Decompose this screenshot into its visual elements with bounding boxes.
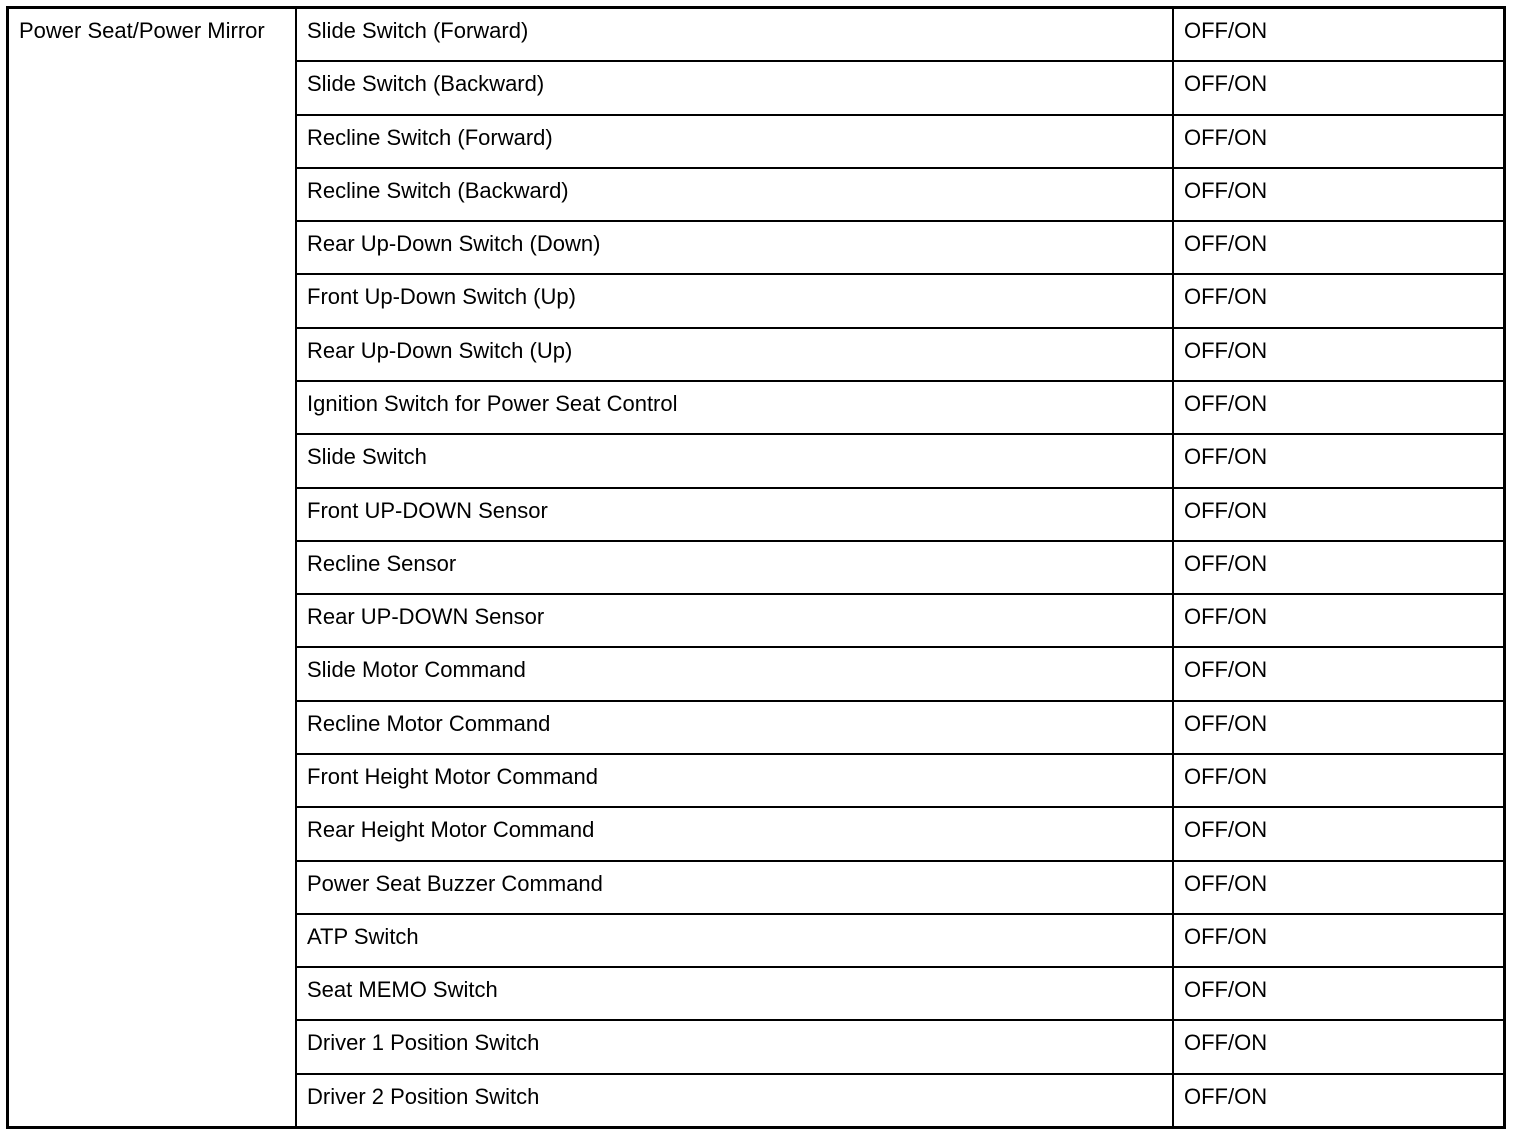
item-cell: Ignition Switch for Power Seat Control (297, 382, 1174, 433)
table-row (297, 489, 1503, 542)
table-row (297, 755, 1503, 808)
table-row (297, 116, 1503, 169)
data-table (6, 6, 1506, 1129)
item-cell: Rear Up-Down Switch (Up) (297, 329, 1174, 380)
table-row (297, 915, 1503, 968)
item-cell: Front UP-DOWN Sensor (297, 489, 1174, 540)
item-cell: Rear UP-DOWN Sensor (297, 595, 1174, 646)
value-cell: OFF/ON (1184, 337, 1268, 363)
item-cell: Rear Height Motor Command (297, 808, 1174, 859)
table-row (297, 808, 1503, 861)
value-cell: OFF/ON (1184, 1083, 1268, 1109)
value-cell: OFF/ON (1184, 817, 1268, 843)
table-row (297, 542, 1503, 595)
value-cell: OFF/ON (1184, 923, 1268, 949)
table-row (297, 275, 1503, 328)
value-cell: OFF/ON (1184, 550, 1268, 576)
item-cell: Recline Switch (Forward) (297, 116, 1174, 167)
value-cell: OFF/ON (1184, 444, 1268, 470)
item-cell: Driver 2 Position Switch (297, 1075, 1174, 1126)
value-cell: OFF/ON (1184, 710, 1268, 736)
item-cell: ATP Switch (297, 915, 1174, 966)
item-cell: Recline Sensor (297, 542, 1174, 593)
value-cell: OFF/ON (1184, 870, 1268, 896)
value-cell: OFF/ON (1184, 71, 1268, 97)
table-row (297, 62, 1503, 115)
table-row (297, 595, 1503, 648)
item-cell: Slide Switch (297, 435, 1174, 486)
item-cell: Seat MEMO Switch (297, 968, 1174, 1019)
table-row (297, 968, 1503, 1021)
value-cell: OFF/ON (1184, 1030, 1268, 1056)
table-row (297, 1021, 1503, 1074)
value-cell: OFF/ON (1184, 124, 1268, 150)
table-row (297, 169, 1503, 222)
table-row (297, 862, 1503, 915)
item-cell: Power Seat Buzzer Command (297, 862, 1174, 913)
table-row (297, 648, 1503, 701)
table-row (297, 329, 1503, 382)
value-cell: OFF/ON (1184, 657, 1268, 683)
value-cell: OFF/ON (1184, 497, 1268, 523)
system-cell: Power Seat/Power Mirror (9, 9, 297, 1126)
item-cell: Slide Motor Command (297, 648, 1174, 699)
item-cell: Slide Switch (Forward) (297, 9, 1174, 60)
item-cell: Recline Switch (Backward) (297, 169, 1174, 220)
table-row (297, 702, 1503, 755)
item-cell: Front Height Motor Command (297, 755, 1174, 806)
table-rows (297, 9, 1503, 1126)
value-cell: OFF/ON (1184, 284, 1268, 310)
value-cell: OFF/ON (1184, 390, 1268, 416)
table-row (297, 382, 1503, 435)
value-cell: OFF/ON (1184, 231, 1268, 257)
table-row (297, 1075, 1503, 1126)
table-row (297, 9, 1503, 62)
value-cell: OFF/ON (1184, 18, 1268, 43)
item-cell: Recline Motor Command (297, 702, 1174, 753)
table-row (297, 435, 1503, 488)
item-cell: Slide Switch (Backward) (297, 62, 1174, 113)
table-row (297, 222, 1503, 275)
item-cell: Front Up-Down Switch (Up) (297, 275, 1174, 326)
value-cell: OFF/ON (1184, 977, 1268, 1003)
value-cell: OFF/ON (1184, 604, 1268, 630)
value-cell: OFF/ON (1184, 763, 1268, 789)
item-cell: Rear Up-Down Switch (Down) (297, 222, 1174, 273)
item-cell: Driver 1 Position Switch (297, 1021, 1174, 1072)
value-cell: OFF/ON (1184, 177, 1268, 203)
